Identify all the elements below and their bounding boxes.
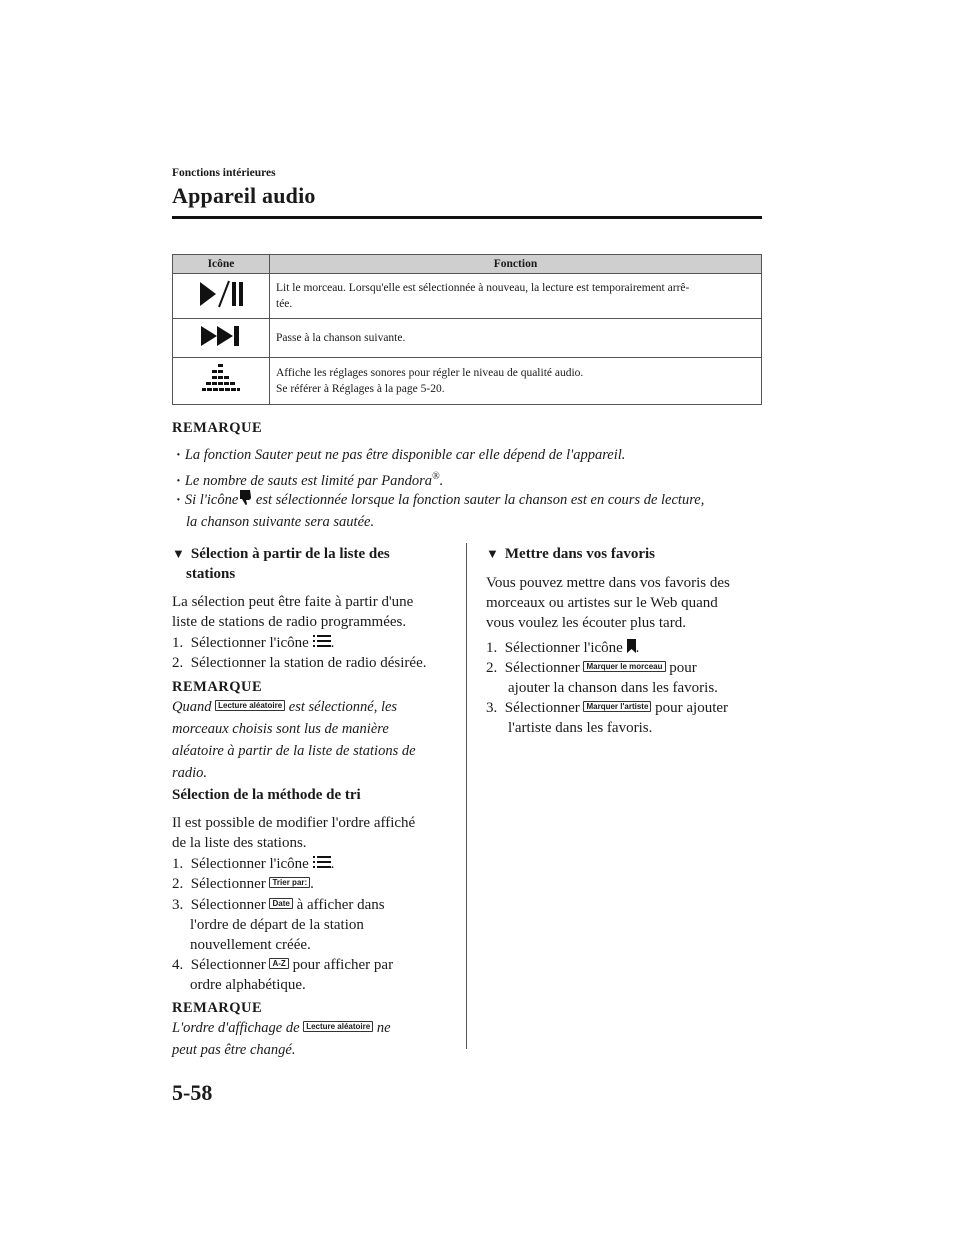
step: 1. Sélectionner l'icône . [486, 640, 640, 656]
note-line: peut pas être changé. [172, 1042, 296, 1058]
paragraph: de la liste des stations. [172, 835, 307, 851]
function-text: Passe à la chanson suivante. [270, 319, 762, 358]
equalizer-icon [173, 358, 270, 405]
note-line: L'ordre d'affichage de Lecture aléatoire ne [172, 1020, 391, 1036]
date-button[interactable]: Date [269, 898, 292, 909]
page-number: 5-58 [172, 1080, 213, 1105]
step: 3. Sélectionner Date à afficher dans [172, 897, 385, 913]
section-heading-favorites: ▼ Mettre dans vos favoris [486, 546, 655, 562]
table-row [173, 274, 762, 319]
note-line: aléatoire à partir de la liste de stations de [172, 743, 416, 759]
note-title: REMARQUE [172, 420, 263, 436]
shuffle-button[interactable]: Lecture aléatoire [215, 700, 285, 711]
bookmark-icon [627, 639, 636, 653]
table-row [173, 358, 762, 405]
table-row [173, 319, 762, 358]
section-label: Fonctions intérieures [172, 167, 276, 179]
note-line: Quand Lecture aléatoire est sélectionné, les [172, 699, 398, 715]
step: 2. Sélectionner la station de radio désirée. [172, 655, 427, 671]
sort-by-button[interactable]: Trier par: [269, 877, 310, 888]
step: 1. Sélectionner l'icône . [172, 856, 335, 872]
paragraph: Il est possible de modifier l'ordre affiché [172, 815, 416, 831]
list-icon [313, 634, 331, 648]
step-continuation: nouvellement créée. [190, 937, 311, 953]
triangle-bullet-icon: ▼ [172, 546, 185, 561]
paragraph: morceaux ou artistes sur le Web quand [486, 595, 718, 611]
paragraph: liste de stations de radio programmées. [172, 614, 407, 630]
subsection-heading-sort: Sélection de la méthode de tri [172, 787, 361, 803]
step: 2. Sélectionner Marquer le morceau pour [486, 660, 697, 676]
step: 4. Sélectionner A-Z pour afficher par [172, 957, 394, 973]
function-text: Lit le morceau. Lorsqu'elle est sélectionnée à nouveau, la lecture est temporairement arrê- tée. [270, 274, 762, 319]
page-title: Appareil audio [172, 183, 316, 208]
paragraph: vous voulez les écouter plus tard. [486, 615, 686, 631]
function-text: Affiche les réglages sonores pour régler le niveau de qualité audio. Se référer à Réglages à la page 5-20. [270, 358, 762, 405]
table-header-row [173, 255, 762, 274]
note-line: radio. [172, 765, 208, 781]
icon-function-table [172, 254, 762, 405]
paragraph: La sélection peut être faite à partir d'une [172, 594, 414, 610]
bookmark-song-button[interactable]: Marquer le morceau [583, 661, 665, 672]
play-pause-icon [173, 274, 270, 319]
note-title: REMARQUE [172, 1000, 263, 1016]
thumbs-down-icon [238, 489, 252, 505]
note-bullet: · Si l'icône est sélectionnée lorsque la fonction sauter la chanson est en cours de lecture, [176, 489, 704, 511]
step-continuation: ordre alphabétique. [190, 977, 306, 993]
column-header-icon: Icône [173, 255, 270, 274]
note-line: morceaux choisis sont lus de manière [172, 721, 389, 737]
section-heading-stations: ▼ Sélection à partir de la liste des [172, 546, 390, 562]
column-header-function: Fonction [270, 255, 762, 274]
step: 2. Sélectionner Trier par: . [172, 876, 314, 892]
step: 3. Sélectionner Marquer l'artiste pour ajouter [486, 700, 729, 716]
step: 1. Sélectionner l'icône . [172, 635, 335, 651]
note-bullet: · La fonction Sauter peut ne pas être disponible car elle dépend de l'appareil. [176, 447, 626, 463]
note-bullet-continuation: la chanson suivante sera sautée. [186, 514, 375, 530]
paragraph: Vous pouvez mettre dans vos favoris des [486, 575, 730, 591]
list-icon [313, 855, 331, 869]
shuffle-button[interactable]: Lecture aléatoire [303, 1021, 373, 1032]
a-z-button[interactable]: A-Z [269, 958, 288, 969]
section-heading-stations-cont: stations [186, 566, 236, 582]
column-divider [466, 543, 467, 1049]
step-continuation: ajouter la chanson dans les favoris. [508, 680, 718, 696]
note-title: REMARQUE [172, 679, 263, 695]
note-bullet: · Le nombre de sauts est limité par Pandora®. [176, 471, 444, 489]
skip-next-icon [173, 319, 270, 358]
step-continuation: l'ordre de départ de la station [190, 917, 364, 933]
title-divider [172, 216, 762, 219]
step-continuation: l'artiste dans les favoris. [508, 720, 653, 736]
triangle-bullet-icon: ▼ [486, 546, 499, 561]
bookmark-artist-button[interactable]: Marquer l'artiste [583, 701, 651, 712]
